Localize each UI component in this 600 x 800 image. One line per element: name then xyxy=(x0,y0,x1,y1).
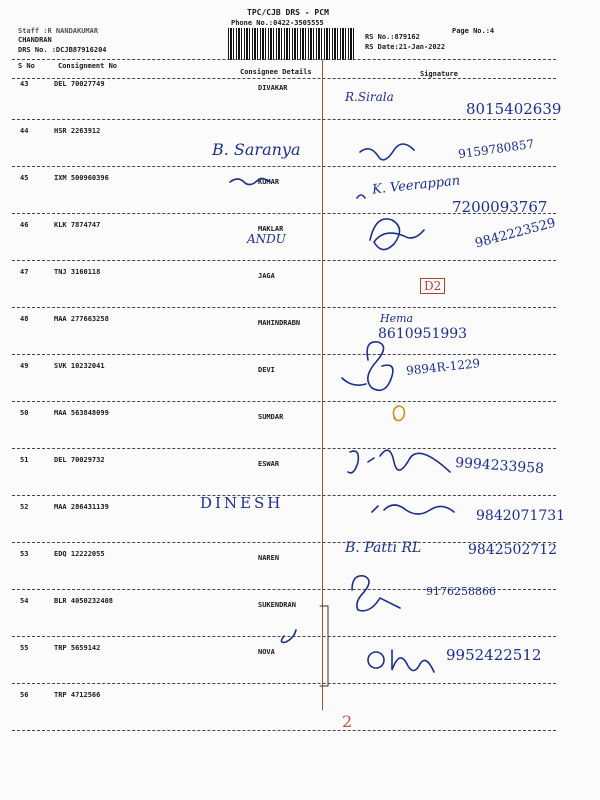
row-consignee: NOVA xyxy=(258,648,275,656)
row-consignment: MAA 277663258 xyxy=(54,315,109,323)
scribble-row52-sig xyxy=(372,505,454,514)
name-row48: Hema xyxy=(380,312,414,325)
row-sno: 51 xyxy=(20,456,29,464)
staff-line: Staff :R NANDAKUMAR xyxy=(18,27,99,35)
row-consignee: ESWAR xyxy=(258,460,280,468)
bracket-mark xyxy=(320,606,328,686)
phone-row46: 7200093767 xyxy=(452,198,548,216)
row-sno: 49 xyxy=(20,362,29,370)
rs-date: RS Date:21-Jan-2022 xyxy=(365,43,446,51)
phone-row43: 8015402639 xyxy=(466,100,562,118)
scribble-row50-mark xyxy=(393,406,404,421)
signature-row43: R.Sirala xyxy=(345,90,394,104)
col-consignment: Consignment No xyxy=(58,62,118,70)
phone-row56: 9952422512 xyxy=(446,646,542,664)
name-row44: B. Saranya xyxy=(212,140,301,159)
phone-row48: 8610951993 xyxy=(378,326,468,342)
phone-row53: 9842502712 xyxy=(468,542,558,558)
row-consignment: MAA 286431139 xyxy=(54,503,109,511)
col-signature: Signature xyxy=(420,70,458,78)
page-mark: 2 xyxy=(342,712,353,731)
row-consignee: SUMDAR xyxy=(258,413,284,421)
scribble-row44-sig xyxy=(360,144,414,160)
row-consignee: NAREN xyxy=(258,554,280,562)
scribble-row45-name xyxy=(230,178,270,184)
row-sno: 50 xyxy=(20,409,29,417)
row-sno: 55 xyxy=(20,644,29,652)
row-consignee: SUKENDRAN xyxy=(258,601,296,609)
row-sno: 48 xyxy=(20,315,29,323)
row-sno: 44 xyxy=(20,127,29,135)
row-consignee: DEVI xyxy=(258,366,275,374)
page-number: Page No.:4 xyxy=(452,27,495,35)
row-consignee: MAKLAR xyxy=(258,225,284,233)
signature-row45: K. Veerappan xyxy=(371,173,461,198)
row-consignment: TNJ 3160118 xyxy=(54,268,101,276)
phone-row47: 9842223529 xyxy=(473,215,558,252)
name-row52: DINESH xyxy=(200,494,284,512)
scribble-row49-tail xyxy=(342,378,366,385)
name-row46b: ANDU xyxy=(247,232,286,246)
row-sno: 53 xyxy=(20,550,29,558)
scribble-row51-sig xyxy=(348,450,450,473)
row-consignee: JAGA xyxy=(258,272,275,280)
row-consignee: KUMAR xyxy=(258,178,280,186)
row-sno: 45 xyxy=(20,174,29,182)
row-sno: 46 xyxy=(20,221,29,229)
phone-number: Phone No.:0422-3505555 xyxy=(231,19,324,27)
phone-row49: 9894R-1229 xyxy=(405,356,481,378)
row-consignment: SVK 10232041 xyxy=(54,362,105,370)
row-consignment: EDQ 12222055 xyxy=(54,550,105,558)
signature-row53: B. Patti RL xyxy=(345,540,422,556)
row-consignment: TRP 5659142 xyxy=(54,644,101,652)
row-consignee: DIVAKAR xyxy=(258,84,288,92)
row-consignment: IXM 500960396 xyxy=(54,174,109,182)
row-consignment: BLR 4050232408 xyxy=(54,597,114,605)
row-consignment: KLK 7874747 xyxy=(54,221,101,229)
staff-name: CHANDRAN xyxy=(18,36,52,44)
scribble-row46-sig xyxy=(370,219,424,250)
row-sno: 52 xyxy=(20,503,29,511)
phone-row52: 9842071731 xyxy=(476,508,566,524)
col-consignee: Consignee Details xyxy=(240,68,312,76)
scribble-row56-sig xyxy=(368,650,434,672)
stamp-d2: D2 xyxy=(420,278,445,294)
document-title: TPC/CJB DRS - PCM xyxy=(247,8,329,17)
row-consignment: TRP 4712566 xyxy=(54,691,101,699)
row-consignee: MAHINDRABN xyxy=(258,319,301,327)
row-sno: 54 xyxy=(20,597,29,605)
phone-row51: 9994233958 xyxy=(454,454,545,478)
row-consignment: DEL 70029732 xyxy=(54,456,105,464)
scribble-row55-mark xyxy=(281,630,296,642)
row-consignment: HSR 2263912 xyxy=(54,127,101,135)
row-consignment: MAA 563848099 xyxy=(54,409,109,417)
scribble-row54-sig xyxy=(352,576,400,611)
row-sno: 56 xyxy=(20,691,29,699)
phone-row54: 9176258866 xyxy=(426,585,496,598)
row-consignment: DEL 70027749 xyxy=(54,80,105,88)
col-sno: S No xyxy=(18,62,35,70)
row-sno: 43 xyxy=(20,80,29,88)
drs-number: DRS No. :DCJB87916204 xyxy=(18,46,107,54)
rs-number: RS No.:879162 xyxy=(365,33,420,41)
scribble-row45-mark xyxy=(357,195,365,198)
scribble-row49-sig xyxy=(367,342,393,390)
row-sno: 47 xyxy=(20,268,29,276)
phone-row44: 9159780857 xyxy=(457,136,535,162)
